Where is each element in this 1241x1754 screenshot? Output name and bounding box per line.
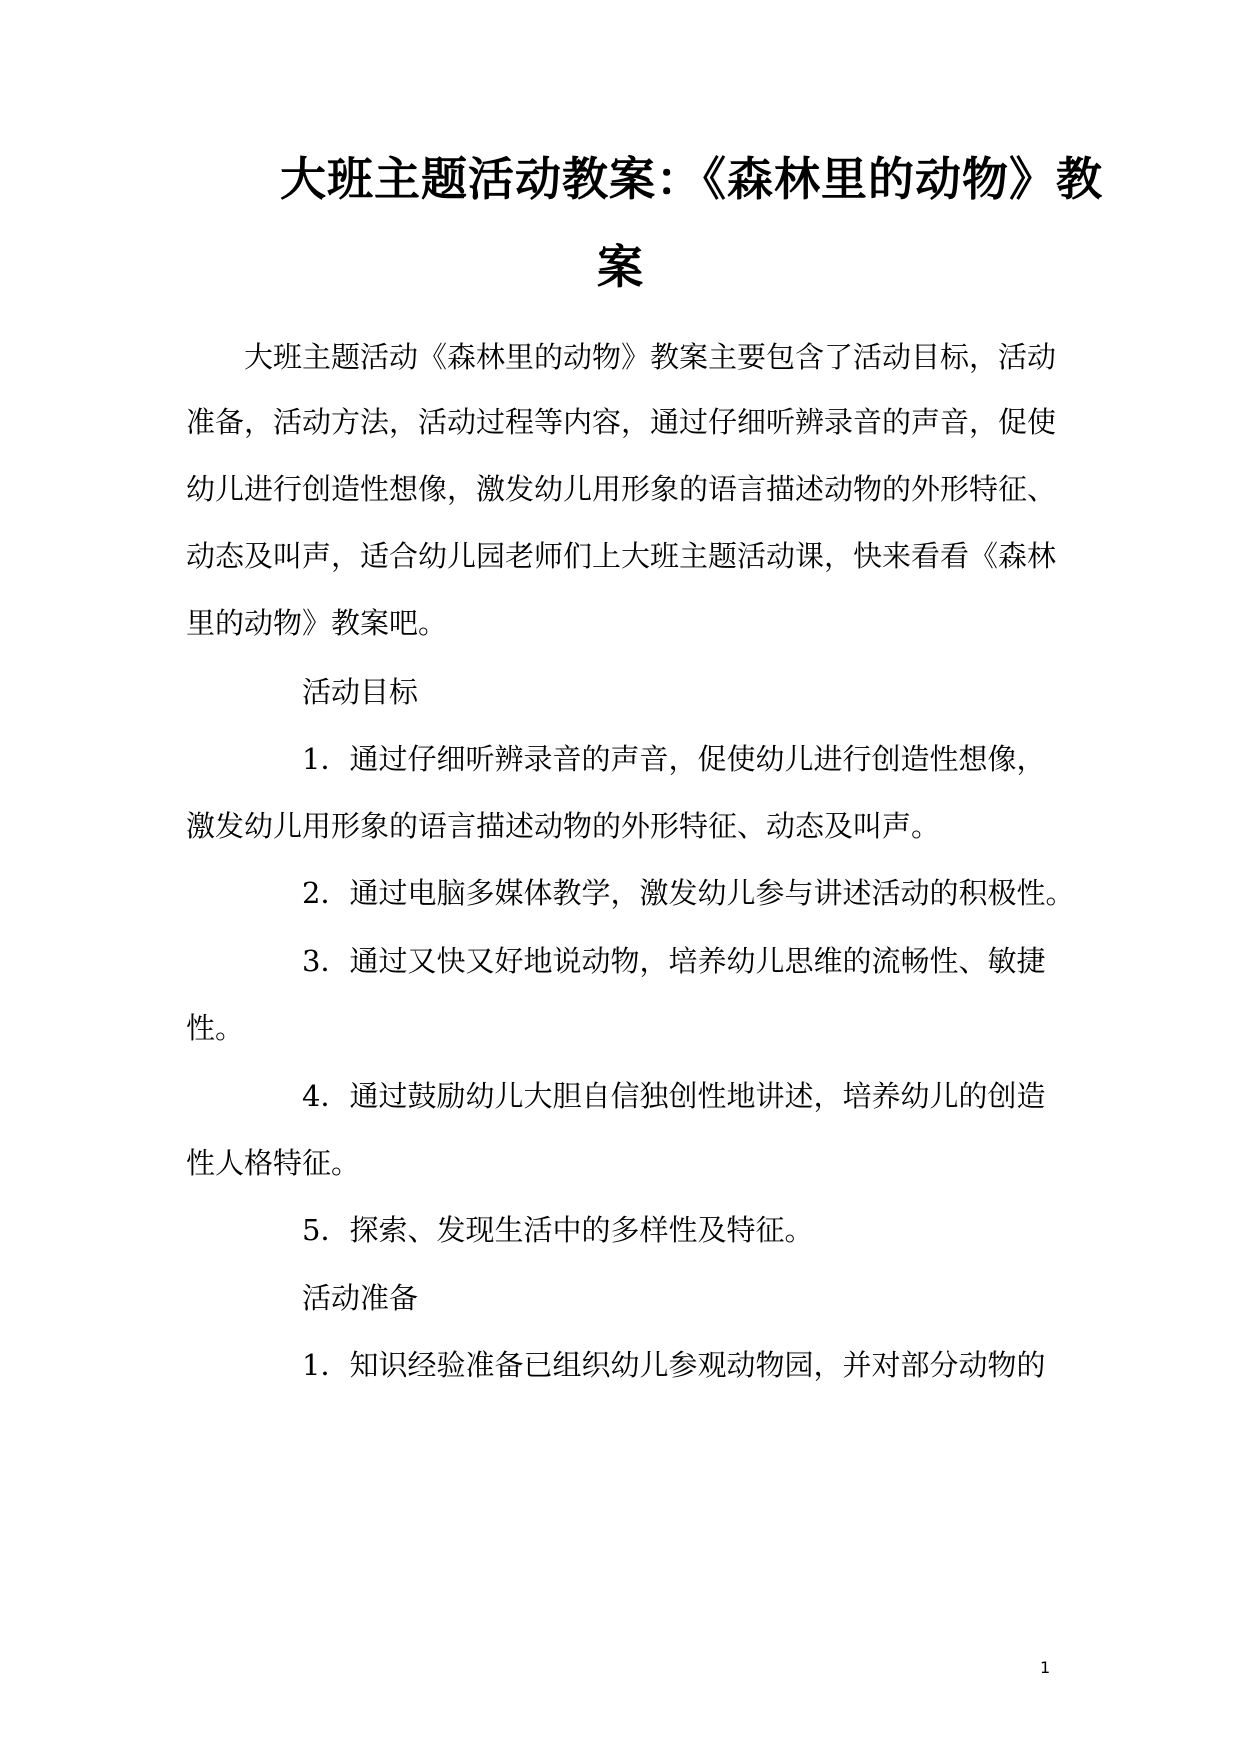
goal-item-3-line-2: 性。 [186,1011,245,1045]
intro-line-4: 动态及叫声，适合幼儿园老师们上大班主题活动课，快来看看《森林 [186,539,1057,573]
goals-heading: 活动目标 [302,675,419,709]
goal-item-2: 2．通过电脑多媒体教学，激发幼儿参与讲述活动的积极性。 [302,876,1075,910]
goal-item-3-line-1: 3．通过又快又好地说动物，培养幼儿思维的流畅性、敏捷 [302,944,1046,978]
document-title-line-1: 大班主题活动教案：《森林里的动物》教 [280,152,1103,206]
preparation-item-1-line-1: 1．知识经验准备已组织幼儿参观动物园，并对部分动物的 [302,1348,1046,1382]
intro-line-1: 大班主题活动《森林里的动物》教案主要包含了活动目标，活动 [244,340,1057,374]
intro-line-3: 幼儿进行创造性想像，激发幼儿用形象的语言描述动物的外形特征、 [186,472,1057,506]
goal-item-1-line-2: 激发幼儿用形象的语言描述动物的外形特征、动态及叫声。 [186,809,941,843]
goal-item-1-line-1: 1．通过仔细听辨录音的声音，促使幼儿进行创造性想像， [302,742,1046,776]
goal-item-5: 5．探索、发现生活中的多样性及特征。 [302,1213,814,1247]
intro-line-5: 里的动物》教案吧。 [186,606,448,640]
page-number: 1 [1040,1658,1051,1677]
document-title-line-2: 案 [597,240,644,294]
goal-item-4-line-2: 性人格特征。 [186,1146,361,1180]
preparation-heading: 活动准备 [302,1281,419,1315]
goal-item-4-line-1: 4．通过鼓励幼儿大胆自信独创性地讲述，培养幼儿的创造 [302,1079,1046,1113]
intro-line-2: 准备，活动方法，活动过程等内容，通过仔细听辨录音的声音，促使 [186,405,1057,439]
